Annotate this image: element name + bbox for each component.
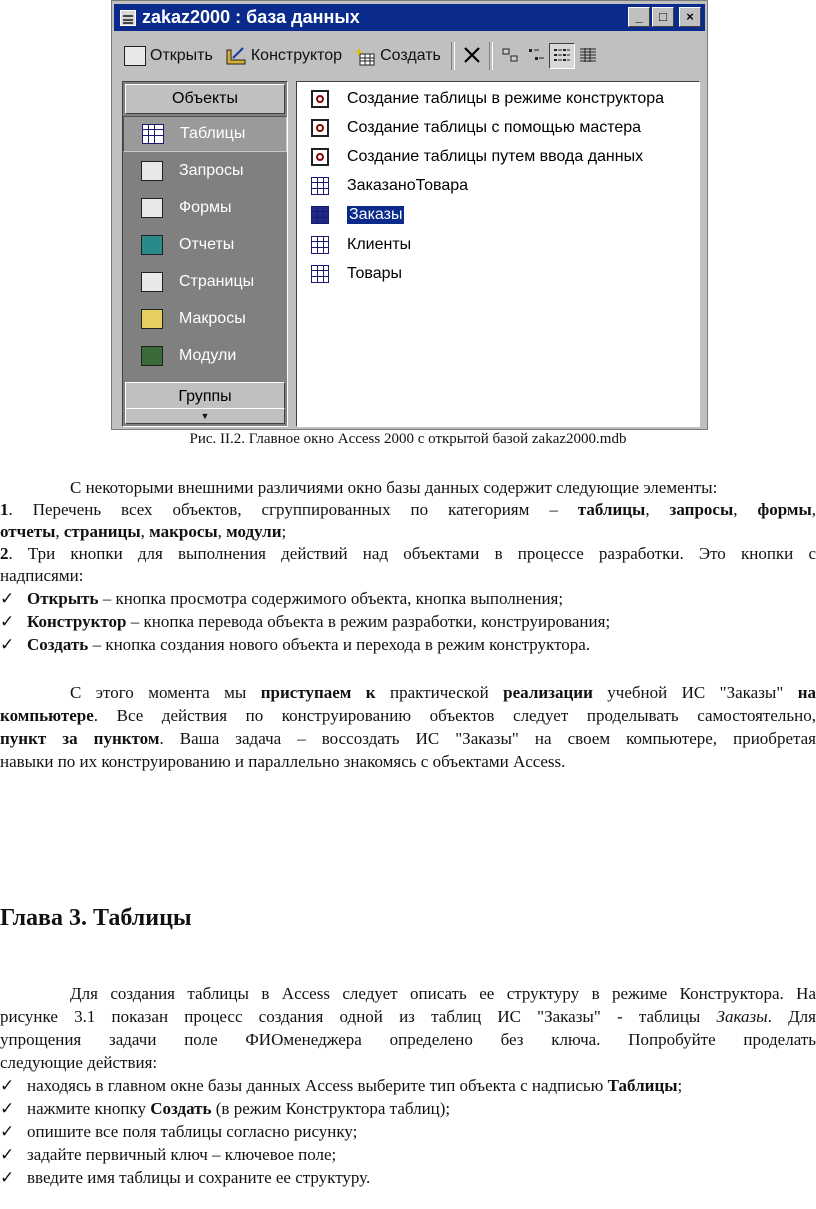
list-item-selected[interactable]: [311, 202, 404, 228]
para2-line-1: [0, 682, 816, 704]
large-icons-button[interactable]: [497, 43, 523, 69]
step-text: введите имя таблицы и сохраните ее структуру.: [27, 1168, 371, 1187]
small-icons-icon: [527, 46, 545, 67]
large-icons-icon: [501, 46, 519, 67]
figure-caption: Рис. II.2. Главное окно Access 2000 с открытой базой zakaz2000.mdb: [189, 431, 627, 447]
step-item: [0, 1075, 682, 1097]
bullet-term: Создать: [27, 635, 89, 654]
text: . Для: [767, 1007, 816, 1026]
scroll-down-arrow-icon: ▼: [200, 411, 210, 421]
category-term: макросы: [149, 522, 218, 541]
list-item[interactable]: [311, 173, 468, 199]
italic-text: Заказы: [716, 1007, 768, 1026]
category-term: модули: [226, 522, 282, 541]
table-icon: [311, 177, 329, 195]
text: рисунке 3.1 показан процесс создания одной из таблиц ИС "Заказы" - таблицы: [0, 1007, 717, 1026]
table-icon: [311, 206, 329, 224]
para2-line-2: [0, 705, 816, 727]
toolbar-separator: [451, 42, 455, 70]
groups-header-button[interactable]: Группы: [125, 382, 285, 412]
step-bold: Таблицы: [607, 1076, 678, 1095]
window-controls: [628, 7, 701, 27]
text: . Все действия по конструированию объектов следует проделывать самостоятельно,: [93, 706, 816, 725]
list-item-label: Создание таблицы с помощью мастера: [347, 119, 642, 136]
list-item-label: Создание таблицы в режиме конструктора: [347, 90, 665, 107]
objects-item-label: Отчеты: [179, 236, 235, 253]
open-button-label: Открыть: [150, 47, 213, 64]
item-text: . Три кнопки для выполнения действий над объектами в процессе разработки. Это кнопки с: [8, 544, 816, 563]
step-text: задайте первичный ключ – ключевое поле;: [27, 1145, 337, 1164]
bold-text: пункт за пунктом: [0, 729, 160, 748]
objects-item-label: Модули: [179, 347, 237, 364]
item-text: . Перечень всех объектов, сгруппированных по категориям –: [8, 500, 558, 519]
objects-item-macros[interactable]: [123, 301, 287, 337]
list-item[interactable]: [311, 144, 643, 170]
bullet-open: [0, 588, 563, 610]
step-item: [0, 1167, 370, 1189]
window-title: zakaz2000 : база данных: [142, 7, 360, 27]
create-button-label: Создать: [380, 47, 441, 64]
item-1-line-1: 1. Перечень всех объектов, сгруппированных по категориям – таблицы, запросы, формы,: [0, 500, 816, 519]
step-bold: Создать: [150, 1099, 212, 1118]
query-icon: [141, 161, 163, 181]
checkmark-icon: ✓: [0, 1076, 15, 1095]
bold-text: приступаем к: [260, 683, 376, 702]
bullet-create: [0, 634, 590, 656]
table-icon: [142, 124, 164, 144]
objects-item-reports[interactable]: [123, 227, 287, 263]
step-item: [0, 1121, 357, 1143]
text: практической: [375, 683, 504, 702]
bullet-designer: [0, 611, 610, 633]
list-item-label: Заказы: [349, 206, 403, 223]
category-term: отчеты: [0, 522, 56, 541]
bullet-term: Конструктор: [27, 612, 127, 631]
list-item-label: Клиенты: [347, 236, 412, 253]
step-tail: (в режим Конструктора таблиц);: [211, 1099, 451, 1118]
macro-icon: [141, 309, 163, 329]
category-term: страницы: [63, 522, 141, 541]
details-view-icon: [579, 46, 597, 67]
para3-line-4: следующие действия:: [0, 1053, 158, 1072]
small-icons-button[interactable]: [523, 43, 549, 69]
para2-line-4: навыки по их конструированию и параллельно знакомясь с объектами Access.: [0, 752, 566, 771]
category-term: запросы: [669, 500, 734, 519]
minimize-button[interactable]: _: [628, 7, 650, 27]
category-term: таблицы: [577, 500, 646, 519]
objects-item-label: Страницы: [179, 273, 255, 290]
list-item-label: ЗаказаноТовара: [347, 177, 469, 194]
para2-line-3: [0, 728, 816, 750]
wizard-shortcut-icon: [311, 148, 329, 166]
open-icon: [124, 46, 146, 66]
item-number: 1: [0, 500, 9, 519]
list-view-button[interactable]: [549, 43, 575, 69]
objects-item-label: Формы: [179, 199, 232, 216]
checkmark-icon: ✓: [0, 1099, 15, 1118]
text: . Ваша задача – воссоздать ИС "Заказы" на своем компьютере, приобретая: [159, 729, 816, 748]
item-2-line-2: надписями:: [0, 566, 84, 585]
bold-text: компьютере: [0, 706, 94, 725]
list-item[interactable]: [311, 261, 402, 287]
design-ruler-icon: [225, 46, 247, 66]
report-icon: [141, 235, 163, 255]
checkmark-icon: ✓: [0, 589, 15, 608]
list-view-icon: [553, 46, 571, 67]
objects-item-queries[interactable]: [123, 153, 287, 189]
maximize-button[interactable]: □: [652, 7, 674, 27]
category-term: формы: [757, 500, 812, 519]
page-icon: [141, 272, 163, 292]
module-icon: [141, 346, 163, 366]
checkmark-icon: ✓: [0, 1122, 15, 1141]
chapter-heading: Глава 3. Таблицы: [0, 905, 192, 931]
delete-x-icon: [463, 46, 481, 67]
objects-item-pages[interactable]: [123, 264, 287, 300]
checkmark-icon: ✓: [0, 635, 15, 654]
designer-button-label: Конструктор: [250, 47, 343, 64]
para3-line-3: упрощения задачи поле ФИОменеджера определено без ключа. Попробуйте проделать: [0, 1030, 816, 1049]
para3-line-1: Для создания таблицы в Access следует описать ее структуру в режиме Конструктора. На: [70, 984, 816, 1003]
paragraph-intro: С некоторыми внешними различиями окно базы данных содержит следующие элементы:: [70, 478, 718, 497]
list-item[interactable]: [311, 232, 411, 258]
objects-bar: [122, 81, 288, 427]
bold-text: на: [797, 683, 816, 702]
step-tail: ;: [677, 1076, 683, 1095]
objects-header-button[interactable]: Объекты: [125, 84, 285, 114]
designer-button[interactable]: [219, 41, 348, 71]
list-item-label: Создание таблицы путем ввода данных: [347, 148, 644, 165]
checkmark-icon: ✓: [0, 612, 15, 631]
toolbar: [118, 37, 701, 75]
close-button[interactable]: ×: [679, 7, 701, 27]
list-item[interactable]: [311, 115, 641, 141]
step-text: опишите все поля таблицы согласно рисунку;: [27, 1122, 358, 1141]
item-number: 2: [0, 544, 9, 563]
form-icon: [141, 198, 163, 218]
table-icon: [311, 236, 329, 254]
toolbar-separator: [489, 42, 493, 70]
list-item[interactable]: [311, 86, 664, 112]
database-window-icon: [120, 10, 136, 26]
bullet-text: – кнопка создания нового объекта и перехода в режим конструктора.: [88, 635, 591, 654]
create-button[interactable]: [348, 41, 447, 71]
objects-item-label: Запросы: [179, 162, 244, 179]
text: С этого момента мы: [70, 683, 261, 702]
step-item: [0, 1144, 336, 1166]
objects-item-label: Макросы: [179, 310, 246, 327]
item-2-line-1: [0, 543, 816, 565]
step-text: нажмите кнопку: [27, 1099, 151, 1118]
bullet-term: Открыть: [27, 589, 99, 608]
checkmark-icon: ✓: [0, 1145, 15, 1164]
bullet-text: – кнопка просмотра содержимого объекта, кнопка выполнения;: [98, 589, 564, 608]
objects-list: [296, 81, 700, 427]
bullet-text: – кнопка перевода объекта в режим разработки, конструирования;: [126, 612, 611, 631]
open-button[interactable]: [118, 41, 219, 71]
objects-item-modules[interactable]: [123, 338, 287, 374]
bold-text: реализации: [503, 683, 593, 702]
para3-line-2: [0, 1006, 816, 1028]
access-database-window: [111, 0, 708, 430]
details-view-button[interactable]: [575, 43, 601, 69]
checkmark-icon: ✓: [0, 1168, 15, 1187]
text: учебной ИС "Заказы": [592, 683, 798, 702]
objects-item-forms[interactable]: [123, 190, 287, 226]
objects-item-label: Таблицы: [180, 125, 246, 142]
step-text: находясь в главном окне базы данных Access выберите тип объекта с надписью: [27, 1076, 608, 1095]
delete-button[interactable]: [459, 43, 485, 69]
title-bar[interactable]: [114, 4, 705, 31]
create-star-icon: [354, 46, 376, 66]
list-item-label: Товары: [347, 265, 403, 282]
step-item: [0, 1098, 450, 1120]
objects-item-tables[interactable]: [123, 116, 287, 152]
wizard-shortcut-icon: [311, 119, 329, 137]
wizard-shortcut-icon: [311, 90, 329, 108]
item-1-line-2: отчеты, страницы, макросы, модули;: [0, 522, 287, 541]
scroll-down-button[interactable]: [125, 408, 285, 424]
table-icon: [311, 265, 329, 283]
